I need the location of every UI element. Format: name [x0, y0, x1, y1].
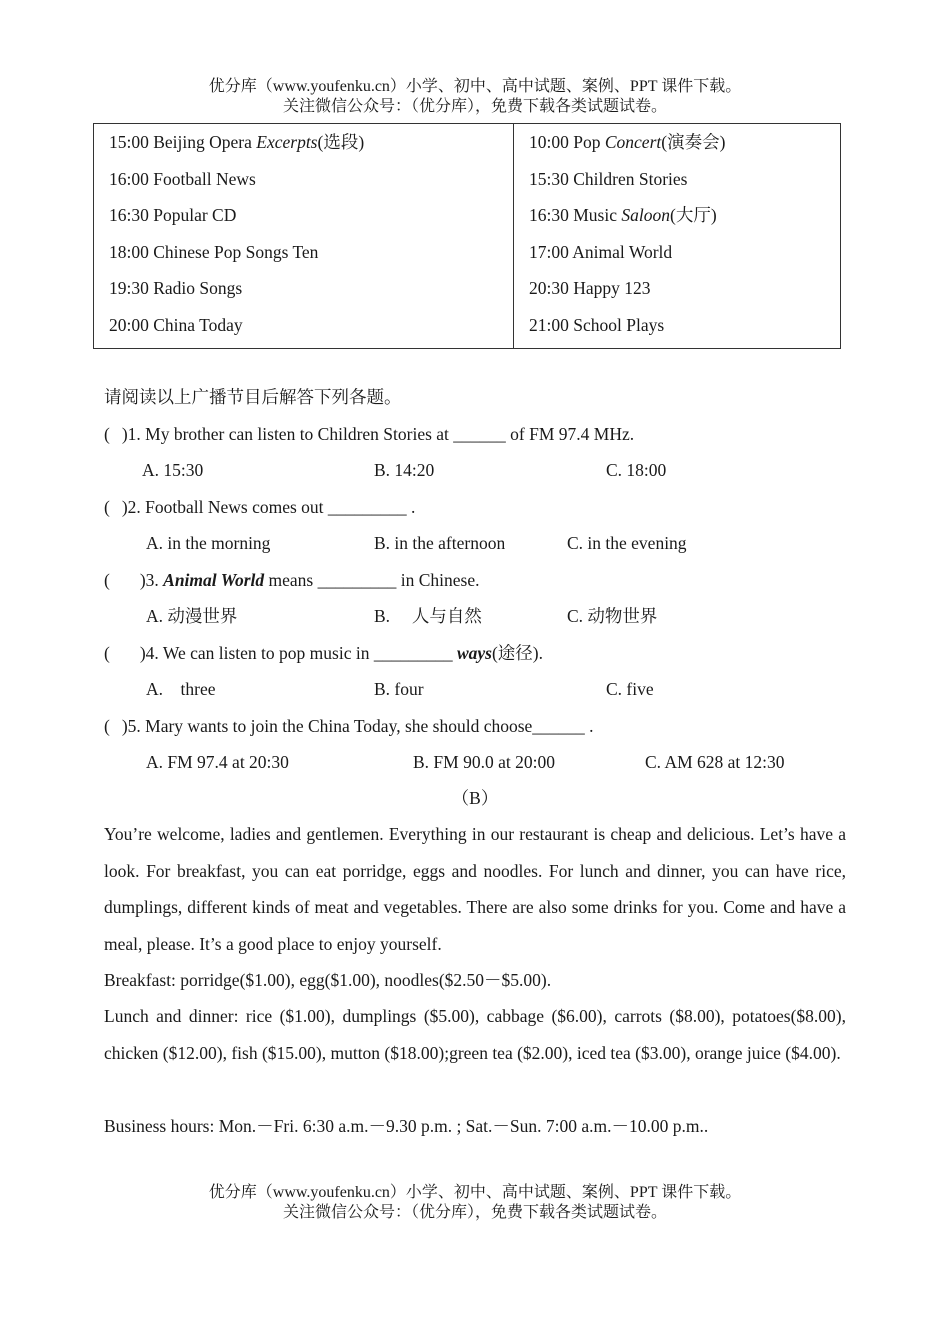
q2-option-c[interactable]: C. in the evening [567, 533, 687, 553]
business-hours: Business hours: Mon.－Fri. 6:30 a.m.－9.30 p.m. ; Sat.－Sun. 7:00 a.m.－10.00 p.m.. [104, 1116, 709, 1136]
program-item [529, 239, 840, 276]
program-text: 15:30 Children Stories [529, 168, 688, 189]
footer-line-1: 优分库（www.youfenku.cn）小学、初中、高中试题、案例、PPT 课件下载。 [208, 1184, 742, 1201]
answer-paren-close: ) [121, 716, 128, 736]
question-5 [104, 714, 594, 738]
question-text: 4. We can listen to pop music in _________ [145, 643, 457, 663]
breakfast-menu: Breakfast: porridge($1.00), egg($1.00), noodles($2.50－$5.00). [104, 970, 552, 990]
answer-paren-open: ( [104, 497, 110, 517]
program-text: 18:00 Chinese Pop Songs Ten [109, 241, 319, 262]
answer-paren-close: ) [121, 497, 128, 517]
program-item [109, 129, 513, 166]
answer-paren-open: ( [104, 643, 110, 663]
q5-option-b[interactable]: B. FM 90.0 at 20:00 [413, 752, 555, 772]
program-text: 21:00 School Plays [529, 314, 665, 335]
question-4 [104, 641, 543, 665]
footer-line-2: 关注微信公众号：（优分库），免费下载各类试题试卷。 [282, 1204, 667, 1221]
program-item [109, 275, 513, 312]
program-item [109, 312, 513, 349]
program-text: 16:00 Football News [109, 168, 256, 189]
program-text: 16:30 Popular CD [109, 205, 237, 225]
program-text: 16:30 Music [529, 205, 622, 225]
lunch-dinner-menu: Lunch and dinner: rice ($1.00), dumplings ($5.00), cabbage ($6.00), carrots ($8.00), potatoes($8.00), chicken ($12.00), fish ($15.00), mutton ($18.00);green tea ($2.00), iced tea ($3.00), orange juice ($4.00). [104, 1006, 846, 1063]
q4-option-c[interactable]: C. five [606, 679, 654, 699]
answer-paren-close: ) [139, 570, 146, 590]
restaurant-passage: You’re welcome, ladies and gentlemen. Everything in our restaurant is cheap and delicious. Let’s have a look. For breakfast, you can eat porridge, eggs and noodles. For lunch and dinner, you can have rice, dumplings, different kinds of meat and vegetables. There are also some drinks for you. Come and have a meal, please. It’s a good place to enjoy yourself. [104, 824, 846, 954]
program-gloss: (大厅) [670, 205, 717, 225]
section-b-label: （B） [451, 788, 499, 808]
q3-option-a[interactable]: A. 动漫世界 [146, 606, 238, 626]
schedule-left-column [94, 124, 514, 349]
program-item [109, 239, 513, 276]
answer-paren-open: ( [104, 424, 110, 444]
program-keyword: Excerpts [256, 132, 318, 152]
question-2 [104, 495, 415, 519]
schedule-right-column [514, 124, 841, 349]
answer-paren-open: ( [104, 716, 110, 736]
q2-option-b[interactable]: B. in the afternoon [374, 533, 506, 553]
program-item [109, 202, 513, 239]
q3-option-b[interactable]: B. 人与自然 [374, 606, 482, 626]
question-text: 5. Mary wants to join the China Today, she should choose______ . [127, 716, 594, 736]
question-3 [104, 568, 479, 592]
program-keyword: Saloon [621, 205, 670, 225]
emphasis-ways: ways [456, 643, 492, 663]
question-text: means _________ in Chinese. [264, 570, 480, 590]
q1-option-c[interactable]: C. 18:00 [606, 460, 667, 480]
answer-paren-close: ) [121, 424, 128, 444]
question-number: 3. [145, 570, 164, 590]
program-text: 17:00 Animal World [529, 241, 673, 262]
program-item [529, 129, 840, 166]
page-footer [0, 1183, 950, 1223]
program-text: 20:00 China Today [109, 314, 243, 335]
q2-option-a[interactable]: A. in the morning [146, 533, 271, 553]
q1-option-a[interactable]: A. 15:30 [142, 460, 204, 480]
program-gloss: (演奏会) [661, 132, 726, 152]
q5-option-a[interactable]: A. FM 97.4 at 20:30 [146, 752, 289, 772]
program-item [529, 166, 840, 203]
page-header [0, 77, 950, 117]
program-item [529, 275, 840, 312]
program-text: 20:30 Happy 123 [529, 278, 651, 298]
q4-option-b[interactable]: B. four [374, 679, 424, 699]
program-text: 19:30 Radio Songs [109, 278, 243, 298]
answer-paren-open: ( [104, 570, 110, 590]
program-text: 15:00 Beijing Opera [109, 132, 257, 152]
instruction: 请阅读以上广播节目后解答下列各题。 [104, 387, 402, 407]
program-item [109, 166, 513, 203]
header-line-1: 优分库（www.youfenku.cn）小学、初中、高中试题、案例、PPT 课件下载。 [208, 78, 742, 95]
program-item [529, 312, 840, 349]
q4-option-a[interactable]: A. three [146, 679, 216, 699]
program-text: 10:00 Pop [529, 132, 605, 152]
q3-option-c[interactable]: C. 动物世界 [567, 606, 658, 626]
radio-schedule-table [93, 123, 841, 349]
program-item [529, 202, 840, 239]
question-text: 2. Football News comes out _________ . [127, 497, 416, 517]
program-keyword: Concert [604, 132, 662, 152]
question-text-end: (途径). [491, 643, 543, 663]
question-1 [104, 422, 634, 446]
program-gloss: (选段) [317, 132, 365, 152]
q1-option-b[interactable]: B. 14:20 [374, 460, 435, 480]
question-text: 1. My brother can listen to Children Stories at ______ of FM 97.4 MHz. [127, 424, 635, 444]
emphasis-animal-world: Animal World [163, 570, 265, 590]
q5-option-c[interactable]: C. AM 628 at 12:30 [645, 752, 785, 772]
header-line-2: 关注微信公众号：（优分库），免费下载各类试题试卷。 [282, 98, 667, 115]
answer-paren-close: ) [139, 643, 146, 663]
